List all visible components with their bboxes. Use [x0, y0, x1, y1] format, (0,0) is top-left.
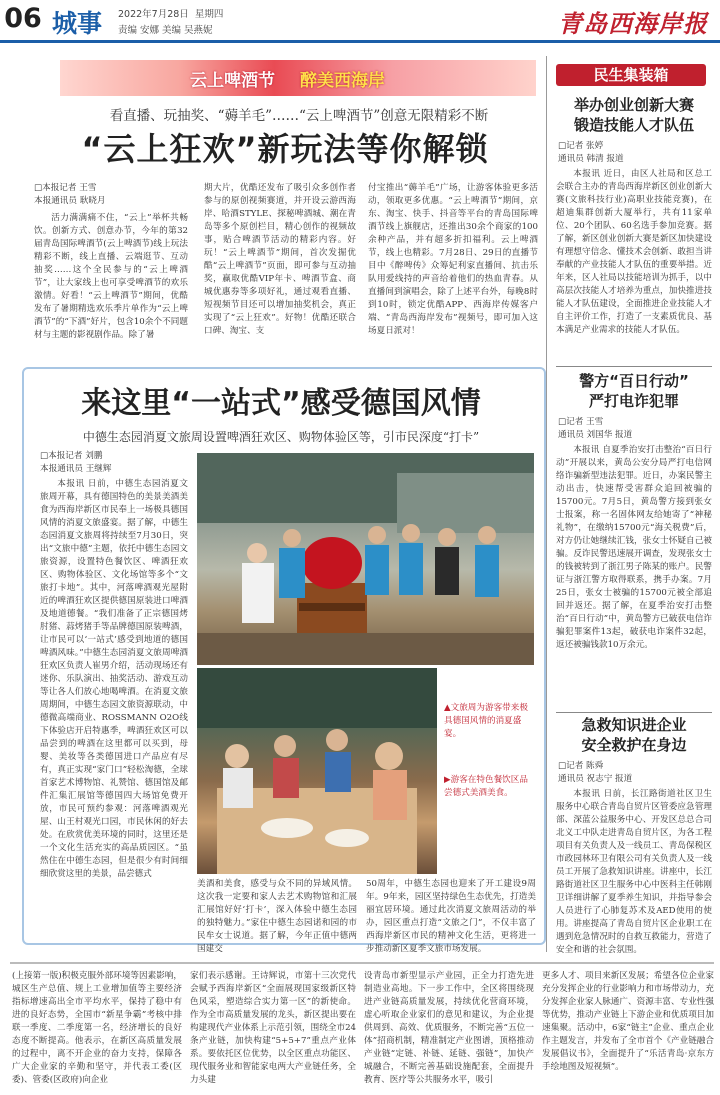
photo-opening-ceremony: [197, 453, 534, 665]
caption-opening: ▲文旅周为游客带来极具德国风情的消夏盛宴。: [444, 703, 528, 739]
continuation-col2: 家们表示感谢。王诗辉说，市第十三次党代会赋予西海岸新区“全面展现国家级新区特色风采，塑造综合实力第一区”的新使命。作为全市高质量发展的龙头，新区提出要在构建现代产业体系上示范引领，围绕全市24条产业链，加快构建“5+5+7”重点产业体系。要依托区位优势，以全区重点功能区、现代服务业和智能家电两大产业链任务，全力头建: [190, 971, 356, 1085]
page-number: 06: [0, 2, 46, 36]
sidebar-item2-body: 本报讯 自夏季治安打击整治“百日行动”开展以来，黄岛公安分局严打电信网络诈骗新型违法犯罪。近日，办案民警主动出击，快速帮受害群众追回被骗的15700元。7月5日，黄岛警方接到张女士报案，称一名固体网友给她寄了“神秘礼物”，在缴纳15700元“海关税费”后，对方仍让她继续汇钱，张女士怀疑自己被骗。反诈民警迅速展开调查，发现张女士的钱被转到了浙江男子陈某的账户。民警证与浙江警方取得联系，携手办案。7月25日，张女士被骗的15700元被全部追回并返还。据了解，在夏季治安打击整治“百日行动”中，黄岛警方已破获电信诈骗犯罪案件13起，破获电诈案件32起，返还被骗钱款10万余元。: [556, 445, 712, 650]
header-rule: [0, 40, 720, 43]
editor-roles: 责编 安娜 美编 吴燕妮: [118, 25, 213, 36]
photo-dining-guests: [197, 668, 437, 874]
story1-col2: 期大片，优酷还发布了吸引众多创作者参与的原创视频赛道，并开设云游西海岸、哈酒STYLE、探秘啤酒城、潮在青岛等多个原创栏目，精心创作的视频故事，贴合啤酒节活动的精彩内容。好玩！“云上啤酒节”期间，首次发掘优酷“云上啤酒节”页面，即可参与互动抽奖，赢取优酷VIP年卡、啤酒节盒、商城优惠券等多项好礼，通过观看直播、短视频节目还可以增加抽奖机会，真正实现了“云上狂欢”。好物！优酷还联合口碑、淘宝、支: [204, 183, 356, 336]
story1-headline: “云上狂欢”新玩法等你解锁: [81, 130, 489, 168]
sidebar-rule-1: [556, 366, 712, 367]
sidebar-item1-title-line2: 锻造技能人才队伍: [573, 116, 694, 134]
masthead-logo: 青岛西海岸报: [558, 9, 708, 38]
story2-subtitle: 中德生态园消夏文旅周设置啤酒狂欢区、购物体验区等，引市民深度“打卡”: [82, 430, 480, 444]
caption-dining: ▶游客在特色餐饮区品尝德式美酒美食。: [444, 775, 528, 798]
bottom-rule: [10, 962, 714, 964]
sidebar-item1-title-line1: 举办创业创新大赛: [573, 96, 694, 114]
story2-col1: 本报讯 日前，中德生态园消夏文旅周开幕，具有德国特色的美景美酒美食为西海岸新区市民奉上一场极具德国风情的消夏文旅盛宴。据了解，中德生态园消夏文旅周将持续至7月30日，突出“文旅中德”主题，依托中德生态园文旅资源，设置特色餐饮区、啤酒狂欢区、购物体验区、文化场馆等多个“文旅打卡地”。其中，河落啤酒观光屋附近的啤酒狂欢区提供德国原装进口啤酒及地道德餐。“我们准备了正宗德国烤肘猪、蒜烤猪手等品牌德国原装啤酒，让市民可以‘一站式’感受到地道的德国啤酒风味。”中德生态园消夏文旅周啤酒狂欢区负责人崔男介绍，活动现场还有迷你、乐队演出、抽奖活动、游戏互动等让各人们放心地喝啤酒。在消夏文旅周期间，中德生态园文旅资源联动，中德微高端商业、ROSSMANN O2O线下体验店开启特惠季，啤酒狂欢区可以品尝到的啤酒在这里都可以买到，母婴、美妆等各类德国进口产品应有尽有，真正实现“家门口”轻松淘德，全球首家艺术博物馆、礼赞馆、德国馆及邮件汇集汇展馆等德国四大场馆免费开放，市民可预约参观：河落啤酒观光屋、山王村观光口园，市民休闲的好去处。在欣赏优美环境的同时，这里还是一个文化生活充实的高品质园区。“虽然住在中德生态园，但是很少有时间细细欣赏这里的美景，品尝德式: [40, 479, 188, 879]
sidebar-divider: [546, 56, 547, 952]
sidebar-item1-body: 本报讯 近日，由区人社局和区总工会联合主办的青岛西海岸新区创业创新大赛(文旅科技行业)高职业技能竞赛)，在超迪集群创新大厦举行，共有11家单位、20个团队、60名选手参加竞赛。据了解，新区创业创新大赛是新区加快建设有理想守信念、懂技术会创新、敢担当讲奉献的产业技能人才队伍的重要举措。近年来，区人社局以技能培训为抓手，以中高层次技能人才培养为重点，加快推进技能人才队伍建设，全面推进企业技能人才自主评价工作，打造了一支素质优良、基本满足产业需求的技能人才队伍。: [556, 169, 712, 335]
sidebar-tag: 民生集装箱: [556, 64, 706, 86]
banner-left-text: 云上啤酒节: [190, 71, 275, 91]
story1-col3: 付宝推出“薅羊毛”广场，让游客体验更多活动，领取更多优惠。“云上啤酒节”期间，京东、淘宝、快手、抖音等平台的青岛国际啤酒节线上旗舰店，还推出30余个商家的100余种产品，并有超多折扣福利。云上啤酒节，线上也精彩。7月28日、29日的直播节目中《醉啤传》众筹妃利家直播间、抗击乐队用爱线持的声音给着他们的热血青春。从直播间到演唱会，除了上述平台外，每晚8时到10时，锁定优酷APP、西海岸传媒客户端、“青岛西海岸发布”视频号，即可加入这场夏日派对！: [368, 183, 538, 336]
story2-col3: 美酒和美食，感受与众不同的异域风情。这次我一定要和家人去艺术购物馆和汇展汇展馆好好‘打卡’，深入体验中德生态园的独特魅力。”家住中德生态园诺和园的市民牟女士说道。据了解，今年正值中德两国建交: [197, 879, 357, 954]
sidebar-item3-title-line2: 安全救护在身边: [581, 736, 687, 754]
date: 2022年7月28日: [118, 9, 189, 20]
section-name: 城事: [52, 9, 103, 38]
story1-byline-reporter: □本报记者 王雪: [34, 183, 97, 193]
sidebar-item2-byline-correspondent: 通讯员 刘国华 报道: [558, 430, 633, 440]
opening-ceremony-illustration: [197, 453, 534, 665]
continuation-col1: (上接第一版)积极克服外部环境等因素影响，城区生产总值、规上工业增加值等主要经济指标增速高出全市平均水平，保持了稳中有进的良好态势，全国市“新星争霸”考核中排联一季度、二季度第一名，经济增长的良好态度不断提高。他表示，在新区高质量发展的过程中，离不开企业的奋力支持，保障各广大企业家的辛勤和坚守，并代表工委(区委)、管委(区政府)向企业: [12, 971, 182, 1085]
sidebar-item3-byline-correspondent: 通讯员 祝志宁 报道: [558, 774, 633, 784]
sidebar-item2-title-line1: 警方“百日行动”: [579, 372, 689, 390]
sidebar-item1-byline-correspondent: 通讯员 韩清 报道: [558, 154, 624, 164]
issue-date: [118, 6, 223, 20]
beer-festival-banner: [60, 60, 536, 96]
story1-byline-correspondent: 本报通讯员 耿晓月: [34, 196, 106, 206]
banner-right-text: 醉美西海岸: [300, 71, 385, 91]
weekday: 星期四: [194, 9, 224, 20]
sidebar-item3-title-line1: 急救知识进企业: [581, 716, 687, 734]
sidebar-item2-title-line2: 严打电诈犯罪: [588, 392, 679, 410]
story2-headline: 来这里“一站式”感受德国风情: [81, 386, 481, 421]
story2-byline-reporter: □本报记者 刘鹏: [40, 451, 103, 461]
sidebar-item2-byline-reporter: □记者 王雪: [558, 417, 604, 427]
sidebar-item1-byline-reporter: □记者 张婷: [558, 141, 604, 151]
sidebar-item3-body: 本报讯 日前，长江路街道社区卫生服务中心联合青岛自贸片区管委应急管理部、深蓝公益服务中心、开发区总总合司北义工中队走进青岛自贸片区，为各工程项目有关负责人及一线员工、青岛保税区市政园林环卫有限公司有关负责人及一线员工开展了急救知识讲座。讲座中，长江路街道社区卫生服务中心中医科主任韩刚卫详细讲解了夏季养生知识，并指导参会人员进行了心肺复苏术及AED使用的使用。讲座提高了青岛自贸片区企业职工在遇到危急情况时的自救互救能力，营造了安全和谐的社会氛围。: [556, 789, 712, 955]
story2-col4: 50周年，中德生态园也迎来了开工建设9周年。9年来，园区坚持绿色生态优先，打造美丽宜居环境。通过此次消夏文旅周活动的举办，园区重点打造“文旅之门”，不仅丰富了西海岸新区市民的精神文化生活，更将进一步推动新区夏季文旅市场发展。: [366, 879, 536, 954]
sidebar-item3-byline-reporter: □记者 陈舜: [558, 761, 604, 771]
sidebar-rule-2: [556, 712, 712, 713]
story2-byline-correspondent: 本报通讯员 王继辉: [40, 464, 112, 474]
continuation-col3: 设青岛市新型显示产业园，正全力打造先进制造业高地。下一步工作中，全区将围绕现进产业链高质量发展，持续优化营商环境，虚心听取企业家们的意见和建议，为企业提供周到、高效、优质服务，不断完善“五位一体”招商机制，精准制定产业图谱，顶格推动产业链“定链、补链、延链、强链”，加快产城融合，不断完善基础设施配套，全面提升教育、医疗等公共服务水平，吸引: [364, 971, 534, 1085]
dining-guests-illustration: [197, 668, 437, 874]
story1-col1: 活力满满痛不住，“云上”举杯共畅饮。创新方式、创意办节，今年的第32届青岛国际啤酒节(云上啤酒节)线上玩法精彩不断，线上直播、云端逛节、互动抽奖……这个全民参与的“云上啤酒节”，让大家线上也可享受啤酒节的欢乐激情。好看！“云上啤酒节”期间，优酷发布了暑期精选欢乐季片单作为“云上啤酒节”的“下酒”好片，包含10余个不同题材与主题的影视剧作品。除了暑: [34, 213, 188, 340]
continuation-col4: 更多人才、项目来新区发展；希望各位企业家充分发挥企业的行业影响力和市场带动力，充分发挥企业家人脉通广、资源丰富、专业性强等优势，推动产业链上下游企业和优质项目加速集聚。活动中，6家“链主”企业、重点企业作主题发言，并发布了全市首个《产业链融合发展倡议书》，全面提升了“乐活青岛·京东方手绘地图及短视频”。: [542, 971, 714, 1072]
story1-subtitle: 看直播、玩抽奖、“薅羊毛”……“云上啤酒节”创意无限精彩不断: [109, 108, 489, 124]
